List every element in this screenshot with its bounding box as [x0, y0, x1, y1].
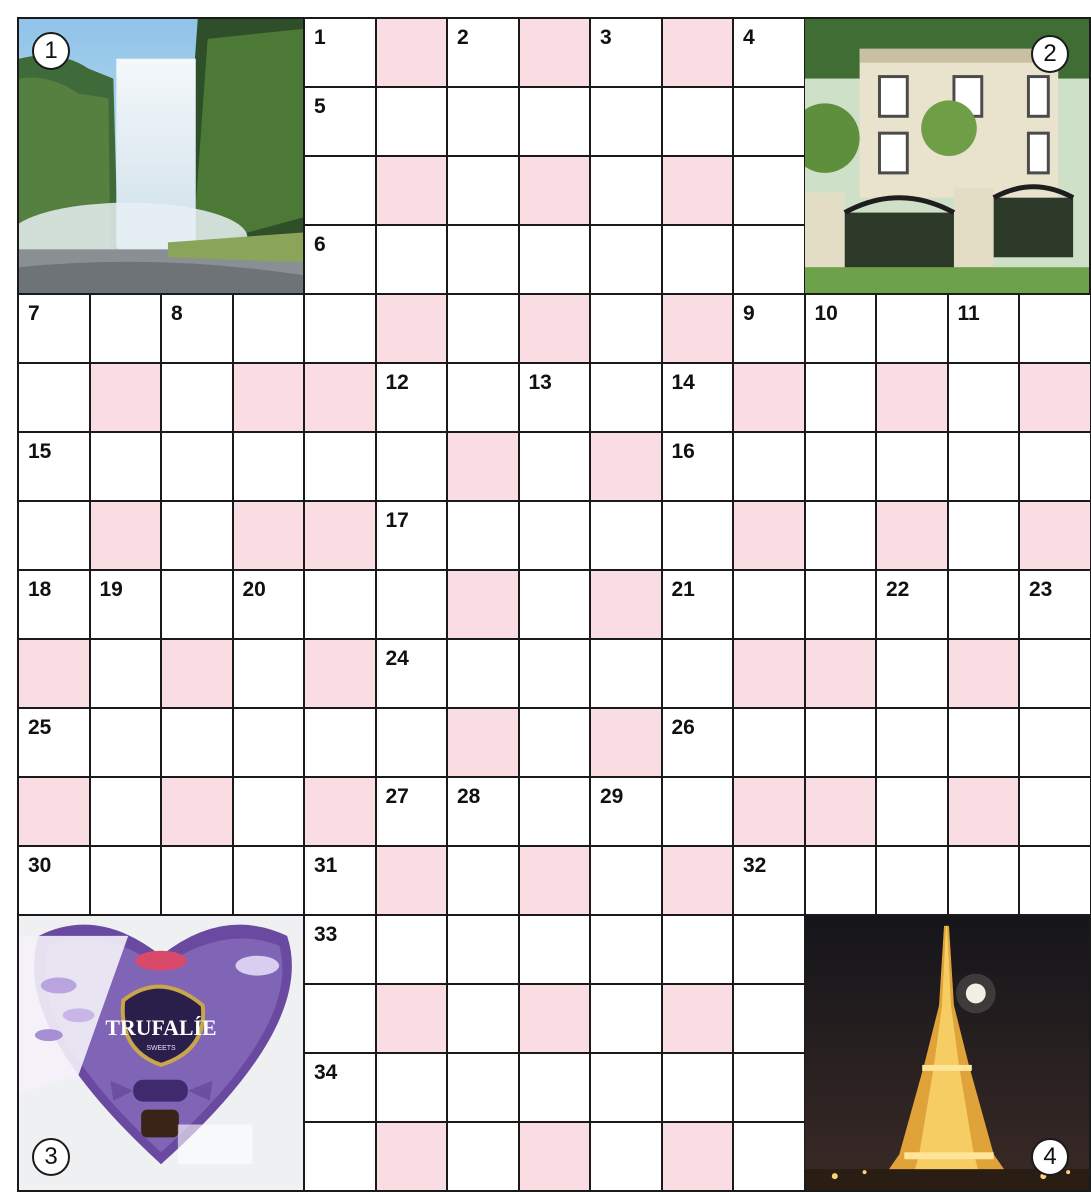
grid-cell[interactable]	[91, 709, 163, 778]
shaded-cell	[305, 502, 377, 571]
grid-cell[interactable]	[377, 1054, 449, 1123]
shaded-cell	[448, 433, 520, 502]
grid-cell[interactable]	[949, 571, 1021, 640]
clue-number: 6	[314, 233, 326, 256]
grid-cell[interactable]	[305, 295, 377, 364]
shaded-cell	[949, 640, 1021, 709]
shaded-cell	[663, 1123, 735, 1192]
grid-cell[interactable]	[377, 433, 449, 502]
photo-badge-1: 1	[32, 32, 70, 70]
shaded-cell	[377, 1123, 449, 1192]
grid-cell[interactable]	[377, 571, 449, 640]
shaded-cell	[734, 640, 806, 709]
shaded-cell	[520, 295, 592, 364]
clue-number: 7	[28, 302, 40, 325]
grid-cell[interactable]	[591, 985, 663, 1054]
grid-cell[interactable]	[663, 640, 735, 709]
grid-cell[interactable]	[734, 1054, 806, 1123]
grid-cell[interactable]	[234, 640, 306, 709]
grid-cell[interactable]	[520, 709, 592, 778]
clue-number: 25	[28, 716, 52, 739]
shaded-cell	[162, 640, 234, 709]
grid-cell[interactable]	[305, 916, 377, 985]
grid-cell[interactable]	[377, 640, 449, 709]
grid-cell[interactable]	[734, 985, 806, 1054]
clue-number: 24	[385, 647, 409, 670]
grid-cell[interactable]	[734, 571, 806, 640]
grid-cell[interactable]	[663, 778, 735, 847]
grid-cell[interactable]	[162, 433, 234, 502]
clue-number: 18	[28, 578, 52, 601]
grid-cell[interactable]	[377, 364, 449, 433]
grid-cell[interactable]	[734, 709, 806, 778]
grid-cell[interactable]	[520, 571, 592, 640]
clue-number: 22	[886, 578, 910, 601]
shaded-cell	[734, 502, 806, 571]
clue-number: 16	[671, 440, 695, 463]
shaded-cell	[91, 502, 163, 571]
grid-cell[interactable]	[448, 364, 520, 433]
grid-cell[interactable]	[1020, 640, 1091, 709]
grid-cell[interactable]	[806, 502, 878, 571]
grid-cell[interactable]	[663, 364, 735, 433]
shaded-cell	[591, 571, 663, 640]
grid-cell[interactable]	[663, 226, 735, 295]
grid-cell[interactable]	[19, 709, 91, 778]
grid-cell[interactable]	[591, 640, 663, 709]
candy-brand-text: TRUFALÍE	[105, 1016, 217, 1041]
grid-cell[interactable]	[162, 571, 234, 640]
grid-cell[interactable]	[520, 502, 592, 571]
shaded-cell	[377, 157, 449, 226]
photo-badge-2: 2	[1031, 35, 1069, 73]
grid-cell[interactable]	[806, 295, 878, 364]
shaded-cell	[377, 295, 449, 364]
grid-cell[interactable]	[234, 778, 306, 847]
shaded-cell	[520, 157, 592, 226]
grid-cell[interactable]	[520, 364, 592, 433]
grid-cell[interactable]	[305, 1123, 377, 1192]
shaded-cell	[663, 295, 735, 364]
grid-cell[interactable]	[305, 433, 377, 502]
grid-cell[interactable]	[591, 19, 663, 88]
grid-cell[interactable]	[19, 433, 91, 502]
grid-cell[interactable]	[591, 157, 663, 226]
grid-cell[interactable]	[162, 709, 234, 778]
grid-cell[interactable]	[448, 916, 520, 985]
shaded-cell	[377, 847, 449, 916]
grid-cell[interactable]	[234, 709, 306, 778]
grid-cell[interactable]	[19, 364, 91, 433]
grid-cell[interactable]	[663, 1054, 735, 1123]
grid-cell[interactable]	[520, 226, 592, 295]
grid-cell[interactable]	[591, 226, 663, 295]
grid-cell[interactable]	[877, 571, 949, 640]
grid-cell[interactable]	[591, 1054, 663, 1123]
grid-cell[interactable]	[19, 847, 91, 916]
grid-cell[interactable]	[234, 295, 306, 364]
clue-number: 20	[242, 578, 266, 601]
grid-cell[interactable]	[448, 778, 520, 847]
grid-cell[interactable]	[377, 916, 449, 985]
grid-cell[interactable]	[448, 1123, 520, 1192]
grid-cell[interactable]	[448, 847, 520, 916]
clue-number: 10	[814, 302, 838, 325]
grid-cell[interactable]	[1020, 571, 1091, 640]
grid-cell[interactable]	[591, 295, 663, 364]
grid-cell[interactable]	[377, 709, 449, 778]
grid-cell[interactable]	[91, 433, 163, 502]
clue-number: 15	[28, 440, 52, 463]
grid-cell[interactable]	[305, 19, 377, 88]
grid-cell[interactable]	[91, 571, 163, 640]
grid-cell[interactable]	[734, 226, 806, 295]
grid-cell[interactable]	[949, 433, 1021, 502]
clue-number: 17	[385, 509, 409, 532]
shaded-cell	[19, 640, 91, 709]
grid-cell[interactable]	[734, 295, 806, 364]
grid-cell[interactable]	[734, 88, 806, 157]
grid-cell[interactable]	[949, 847, 1021, 916]
grid-cell[interactable]	[448, 1054, 520, 1123]
grid-cell[interactable]	[806, 433, 878, 502]
shaded-cell	[806, 778, 878, 847]
clue-number: 8	[171, 302, 183, 325]
candy-sub-text: SWEETS	[146, 1045, 176, 1053]
shaded-cell	[663, 847, 735, 916]
grid-cell[interactable]	[520, 433, 592, 502]
clue-number: 2	[457, 26, 469, 49]
grid-cell[interactable]	[377, 226, 449, 295]
grid-cell[interactable]	[448, 157, 520, 226]
shaded-cell	[448, 709, 520, 778]
clue-number: 19	[99, 578, 123, 601]
grid-cell[interactable]	[448, 226, 520, 295]
grid-cell[interactable]	[305, 571, 377, 640]
grid-cell[interactable]	[806, 847, 878, 916]
grid-cell[interactable]	[377, 88, 449, 157]
grid-cell[interactable]	[1020, 295, 1091, 364]
grid-cell[interactable]	[1020, 778, 1091, 847]
grid-cell[interactable]	[520, 916, 592, 985]
grid-cell[interactable]	[591, 502, 663, 571]
shaded-cell	[377, 19, 449, 88]
shaded-cell	[734, 778, 806, 847]
grid-cell[interactable]	[591, 847, 663, 916]
grid-cell[interactable]	[877, 778, 949, 847]
grid-cell[interactable]	[949, 295, 1021, 364]
grid-cell[interactable]	[520, 640, 592, 709]
shaded-cell	[1020, 364, 1091, 433]
grid-cell[interactable]	[734, 1123, 806, 1192]
grid-cell[interactable]	[305, 157, 377, 226]
clue-number: 26	[671, 716, 695, 739]
clue-number: 13	[528, 371, 552, 394]
grid-cell[interactable]	[877, 847, 949, 916]
shaded-cell	[877, 364, 949, 433]
grid-cell[interactable]	[19, 295, 91, 364]
grid-cell[interactable]	[448, 502, 520, 571]
shaded-cell	[949, 778, 1021, 847]
shaded-cell	[663, 19, 735, 88]
grid-cell[interactable]	[234, 571, 306, 640]
shaded-cell	[377, 985, 449, 1054]
clue-number: 21	[671, 578, 695, 601]
shaded-cell	[806, 640, 878, 709]
grid-cell[interactable]	[377, 502, 449, 571]
grid-cell[interactable]	[448, 640, 520, 709]
clue-number: 5	[314, 95, 326, 118]
clue-number: 28	[457, 785, 481, 808]
clue-number: 9	[743, 302, 755, 325]
grid-cell[interactable]	[591, 88, 663, 157]
clue-number: 3	[600, 26, 612, 49]
grid-cell[interactable]	[591, 1123, 663, 1192]
shaded-cell	[734, 364, 806, 433]
shaded-cell	[234, 502, 306, 571]
grid-cell[interactable]	[91, 847, 163, 916]
shaded-cell	[591, 433, 663, 502]
grid-cell[interactable]	[877, 295, 949, 364]
grid-cell[interactable]	[877, 709, 949, 778]
clue-number: 33	[314, 923, 338, 946]
grid-cell[interactable]	[1020, 847, 1091, 916]
clue-number: 31	[314, 854, 338, 877]
grid-cell[interactable]	[949, 502, 1021, 571]
shaded-cell	[877, 502, 949, 571]
grid-cell[interactable]	[91, 778, 163, 847]
clue-number: 23	[1029, 578, 1053, 601]
grid-cell[interactable]	[806, 571, 878, 640]
grid-cell[interactable]	[877, 433, 949, 502]
grid-cell[interactable]	[162, 847, 234, 916]
clue-number: 34	[314, 1061, 338, 1084]
grid-cell[interactable]	[663, 88, 735, 157]
eiffel-tower-photo	[805, 916, 1091, 1192]
shaded-cell	[234, 364, 306, 433]
grid-cell[interactable]	[806, 709, 878, 778]
grid-cell[interactable]	[19, 571, 91, 640]
grid-cell[interactable]	[19, 502, 91, 571]
grid-cell[interactable]	[734, 916, 806, 985]
clue-number: 27	[385, 785, 409, 808]
shaded-cell	[91, 364, 163, 433]
shaded-cell	[305, 364, 377, 433]
grid-cell[interactable]	[448, 985, 520, 1054]
grid-cell[interactable]	[591, 778, 663, 847]
grid-cell[interactable]	[448, 19, 520, 88]
grid-cell[interactable]	[234, 433, 306, 502]
grid-cell[interactable]	[305, 709, 377, 778]
shaded-cell	[448, 571, 520, 640]
grid-cell[interactable]	[734, 847, 806, 916]
shaded-cell	[520, 847, 592, 916]
grid-cell[interactable]	[663, 502, 735, 571]
grid-cell[interactable]	[663, 433, 735, 502]
shaded-cell	[520, 1123, 592, 1192]
shaded-cell	[162, 778, 234, 847]
grid-cell[interactable]	[1020, 709, 1091, 778]
shaded-cell	[520, 985, 592, 1054]
clue-number: 14	[671, 371, 695, 394]
shaded-cell	[19, 778, 91, 847]
grid-cell[interactable]	[305, 1054, 377, 1123]
grid-cell[interactable]	[305, 985, 377, 1054]
grid-cell[interactable]	[734, 433, 806, 502]
grid-cell[interactable]	[663, 571, 735, 640]
house-photo	[805, 19, 1091, 295]
grid-cell[interactable]	[520, 778, 592, 847]
candy-box-photo	[19, 916, 305, 1192]
shaded-cell	[1020, 502, 1091, 571]
grid-cell[interactable]	[591, 916, 663, 985]
photo-badge-3: 3	[32, 1138, 70, 1176]
clue-number: 4	[743, 26, 755, 49]
grid-cell[interactable]	[734, 157, 806, 226]
grid-cell[interactable]	[91, 640, 163, 709]
waterfall-photo	[19, 19, 305, 295]
grid-cell[interactable]	[949, 364, 1021, 433]
clue-number: 1	[314, 26, 326, 49]
grid-cell[interactable]	[663, 709, 735, 778]
grid-cell[interactable]	[448, 88, 520, 157]
grid-cell[interactable]	[91, 295, 163, 364]
grid-cell[interactable]	[448, 295, 520, 364]
clue-number: 11	[957, 302, 980, 325]
grid-cell[interactable]	[806, 364, 878, 433]
grid-cell[interactable]	[520, 88, 592, 157]
grid-cell[interactable]	[520, 1054, 592, 1123]
grid-cell[interactable]	[591, 364, 663, 433]
grid-cell[interactable]	[162, 295, 234, 364]
clue-number: 29	[600, 785, 624, 808]
grid-cell[interactable]	[162, 364, 234, 433]
grid-cell[interactable]	[162, 502, 234, 571]
grid-cell[interactable]	[1020, 433, 1091, 502]
photo-badge-4: 4	[1031, 1138, 1069, 1176]
shaded-cell	[663, 157, 735, 226]
shaded-cell	[663, 985, 735, 1054]
shaded-cell	[520, 19, 592, 88]
clue-number: 12	[385, 371, 409, 394]
grid-cell[interactable]	[877, 640, 949, 709]
grid-cell[interactable]	[663, 916, 735, 985]
grid-cell[interactable]	[734, 19, 806, 88]
clue-number: 30	[28, 854, 52, 877]
grid-cell[interactable]	[949, 709, 1021, 778]
shaded-cell	[305, 778, 377, 847]
shaded-cell	[305, 640, 377, 709]
clue-number: 32	[743, 854, 767, 877]
grid-cell[interactable]	[305, 847, 377, 916]
grid-cell[interactable]	[377, 778, 449, 847]
shaded-cell	[591, 709, 663, 778]
grid-cell[interactable]	[305, 88, 377, 157]
grid-cell[interactable]	[305, 226, 377, 295]
grid-cell[interactable]	[234, 847, 306, 916]
